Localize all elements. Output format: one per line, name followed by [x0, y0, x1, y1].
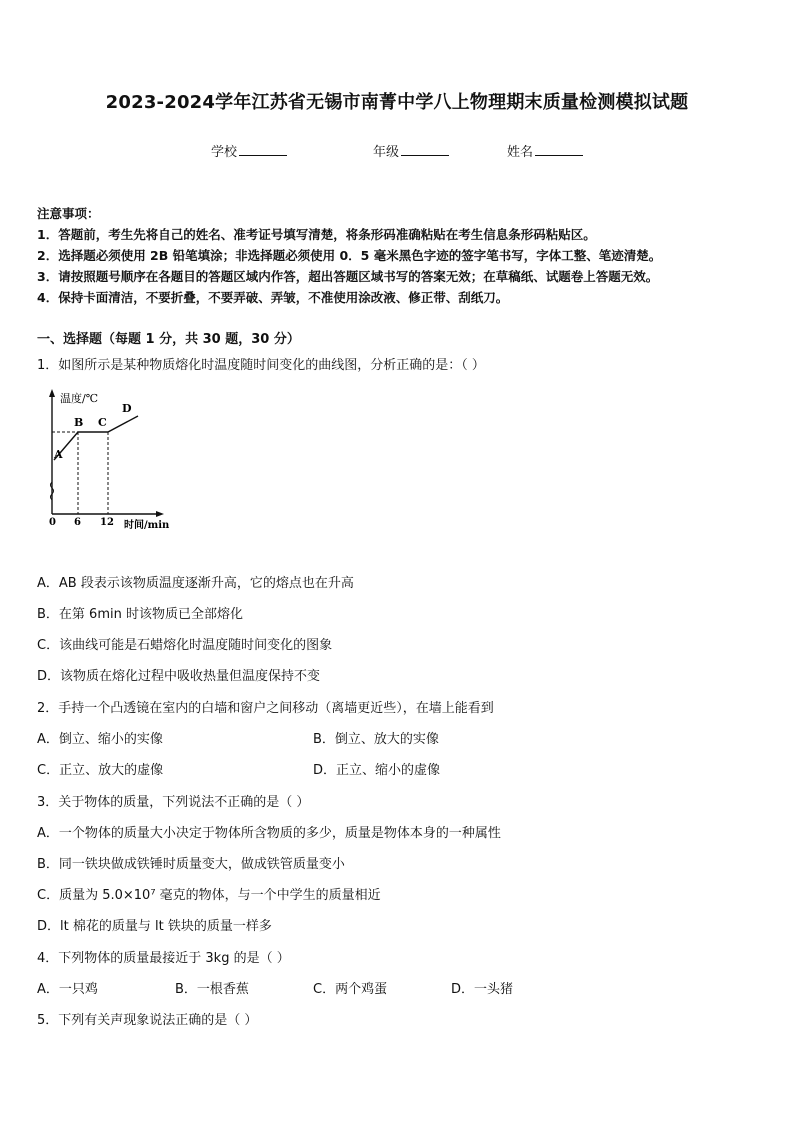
tick-label: 6	[74, 517, 81, 528]
school-blank	[239, 143, 287, 156]
question-4-option-c: C．两个鸡蛋	[313, 982, 388, 997]
question-1-stem: 1．如图所示是某种物质熔化时温度随时间变化的曲线图，分析正确的是：（ ）	[37, 358, 485, 373]
grade-blank	[401, 143, 449, 156]
question-5-stem: 5．下列有关声现象说法正确的是（ ）	[37, 1013, 258, 1028]
question-2-option-c: C．正立、放大的虚像	[37, 763, 164, 778]
origin-label: 0	[49, 517, 56, 528]
question-3-option-a: A．一个物体的质量大小决定于物体所含物质的多少，质量是物体本身的一种属性	[37, 826, 501, 841]
section-title: 一、选择题（每题 1 分，共 30 题，30 分）	[37, 332, 300, 347]
question-1-option-d: D．该物质在熔化过程中吸收热量但温度保持不变	[37, 669, 321, 684]
question-3-option-c: C．质量为 5.0×10⁷ 毫克的物体，与一个中学生的质量相近	[37, 888, 381, 903]
question-1-option-b: B．在第 6min 时该物质已全部熔化	[37, 607, 243, 622]
question-3-stem: 3．关于物体的质量，下列说法不正确的是（ ）	[37, 795, 310, 810]
grade-field	[373, 141, 449, 160]
point-label: C	[98, 416, 107, 429]
question-2-stem: 2．手持一个凸透镜在室内的白墙和窗户之间移动（离墙更近些），在墙上能看到	[37, 701, 494, 716]
question-4-option-a: A．一只鸡	[37, 982, 98, 997]
grade-label: 年级	[373, 145, 400, 160]
question-2-option-a: A．倒立、缩小的实像	[37, 732, 163, 747]
question-4-stem: 4．下列物体的质量最接近于 3kg 的是（ ）	[37, 951, 290, 966]
question-2-option-d: D．正立、缩小的虚像	[313, 763, 441, 778]
notice-block	[37, 203, 767, 308]
notice-item: 2．选择题必须使用 2B 铅笔填涂；非选择题必须使用 0．5 毫米黑色字迹的签字笔书写，字体工整、笔迹清楚。	[37, 248, 662, 263]
question-1-option-c: C．该曲线可能是石蜡熔化时温度随时间变化的图象	[37, 638, 333, 653]
name-field	[507, 141, 583, 160]
tick-label: 12	[100, 517, 114, 528]
x-axis-arrow	[156, 511, 164, 517]
point-label: A	[54, 448, 63, 461]
school-label: 学校	[211, 145, 238, 160]
x-axis-label: 时间/min	[124, 520, 170, 531]
notice-item: 4．保持卡面清洁，不要折叠，不要弄破、弄皱，不准使用涂改液、修正带、刮纸刀。	[37, 290, 509, 305]
point-label: D	[122, 402, 132, 415]
page-title: 2023-2024学年江苏省无锡市南菁中学八上物理期末质量检测模拟试题	[105, 92, 689, 113]
name-label: 姓名	[507, 145, 534, 160]
question-4-option-b: B．一根香蕉	[175, 982, 249, 997]
notice-title: 注意事项：	[37, 206, 100, 221]
notice-item: 3．请按照题号顺序在各题目的答题区域内作答，超出答题区域书写的答案无效；在草稿纸、试题卷上答题无效。	[37, 269, 659, 284]
point-label: B	[74, 416, 84, 429]
question-1-option-a: A．AB 段表示该物质温度逐渐升高，它的熔点也在升高	[37, 576, 354, 591]
notice-item: 1．答题前，考生先将自己的姓名、准考证号填写清楚，将条形码准确粘贴在考生信息条形码粘贴区。	[37, 227, 596, 242]
school-field	[211, 141, 287, 160]
y-axis-arrow	[49, 389, 55, 397]
name-blank	[535, 143, 583, 156]
question-3-option-b: B．同一铁块做成铁锤时质量变大，做成铁管质量变小	[37, 857, 345, 872]
melting-curve-graph	[40, 386, 190, 532]
question-4-option-d: D．一头猪	[451, 982, 514, 997]
temperature-curve	[54, 416, 138, 460]
question-2-option-b: B．倒立、放大的实像	[313, 732, 439, 747]
question-3-option-d: D．lt 棉花的质量与 lt 铁块的质量一样多	[37, 919, 272, 934]
y-axis-label: 温度/℃	[60, 392, 99, 405]
